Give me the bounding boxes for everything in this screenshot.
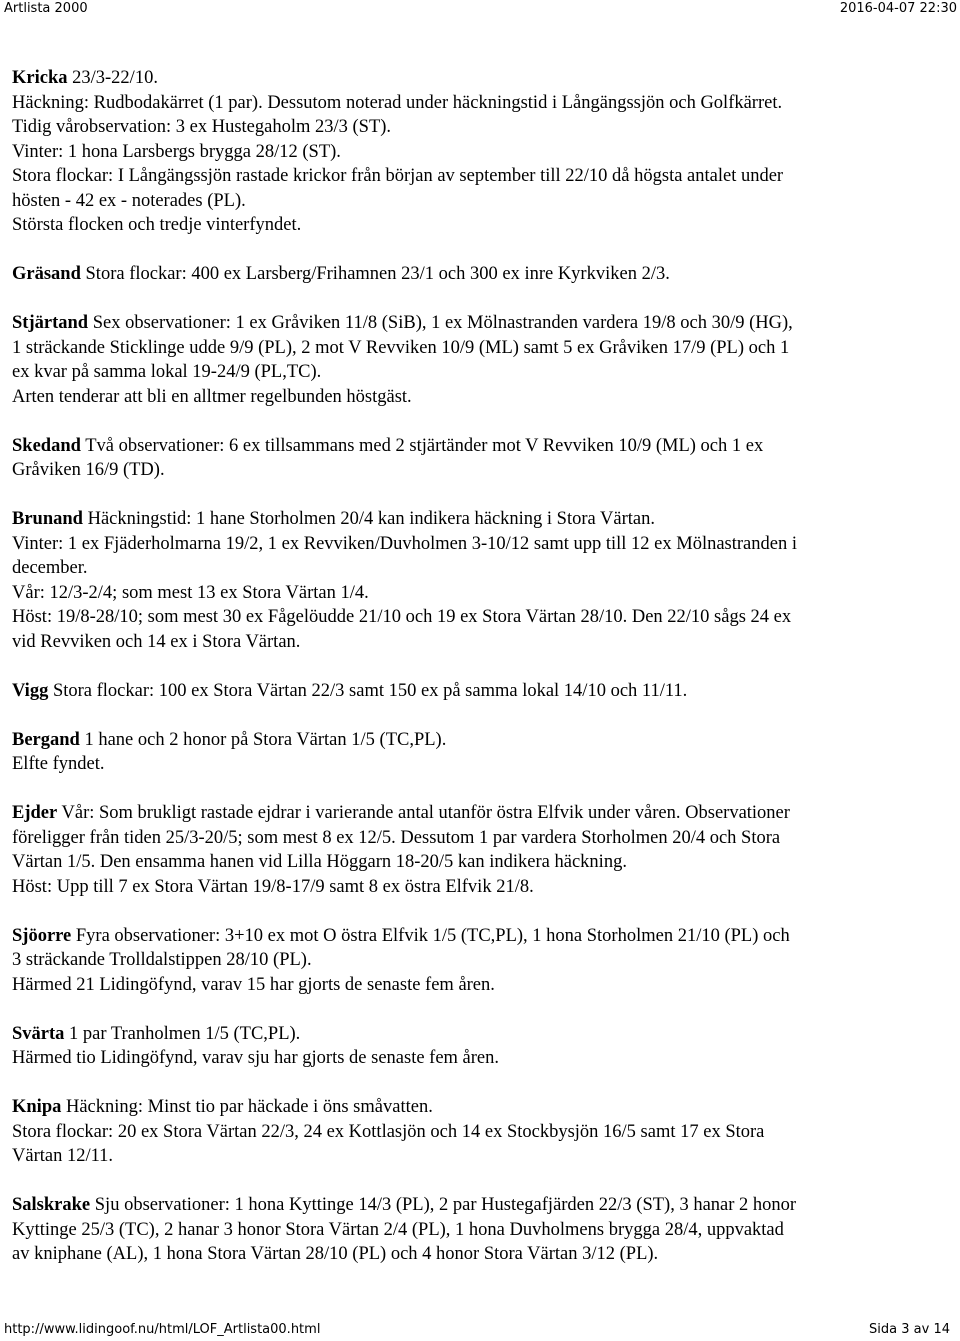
entry-line [12,924,952,949]
entry-text: Värtan 1/5. Den ensamma hanen vid Lilla Höggarn 18-20/5 kan indikera häckning. [12,852,627,872]
entry-line [12,850,952,875]
entry-line [12,581,952,606]
species-entry [12,1095,952,1169]
species-list [12,66,952,1291]
entry-line [12,360,952,385]
entry-text: Härmed 21 Lidingöfynd, varav 15 har gjorts de senaste fem åren. [12,974,495,995]
entry-text: Höst: Upp till 7 ex Stora Värtan 19/8-17/9 samt 8 ex östra Elfvik 21/8. [12,876,534,897]
entry-text: Tidig vårobservation: 3 ex Hustegaholm 23/3 (ST). [12,117,392,137]
species-name: Svärta [12,1023,65,1044]
entry-line [12,728,952,753]
entry-text: Elfte fyndet. [12,754,105,774]
species-entry [12,728,952,777]
entry-text: föreligger från tiden 25/3-20/5; som mest 8 ex 12/5. Dessutom 1 par vardera Storholmen 20/4 och Stora [12,827,781,848]
species-name: Gräsand [12,264,81,284]
document-title: Artlista 2000 [4,1,88,16]
species-entry [12,679,952,704]
entry-line [12,801,952,826]
species-name: Vigg [12,680,49,701]
entry-line [12,679,952,704]
species-name: Stjärtand [12,313,89,333]
entry-line [12,1218,952,1243]
entry-line [12,1022,952,1047]
page-number: Sida 3 av 14 [869,1322,950,1337]
entry-text: Fyra observationer: 3+10 ex mot O östra Elfvik 1/5 (TC,PL), 1 hona Storholmen 21/10 (PL) och [71,925,790,946]
entry-line [12,1193,952,1218]
entry-text: Kyttinge 25/3 (TC), 2 hanar 3 honor Stora Värtan 2/4 (PL), 1 hona Duvholmens brygga 28/4, uppvaktad [12,1219,784,1240]
entry-text: Stora flockar: 400 ex Larsberg/Frihamnen 23/1 och 300 ex inre Kyrkviken 2/3. [80,264,670,284]
entry-text: Stora flockar: 20 ex Stora Värtan 22/3, 24 ex Kottlasjön och 14 ex Stockbysjön 16/5 samt 17 ex Stora [12,1121,765,1142]
species-entry [12,262,952,287]
entry-line [12,1120,952,1145]
species-entry [12,1193,952,1267]
entry-line [12,973,952,998]
entry-text: 3 sträckande Trolldalstippen 28/10 (PL). [12,950,312,970]
entry-text: Höst: 19/8-28/10; som mest 30 ex Fågelöudde 21/10 och 19 ex Stora Värtan 28/10. Den 22/10 sågs 24 ex [12,607,792,627]
entry-line [12,948,952,973]
entry-line [12,91,952,116]
entry-text: hösten - 42 ex - noterades (PL). [12,190,246,211]
entry-line [12,385,952,410]
entry-line [12,826,952,851]
entry-line [12,1242,952,1267]
entry-text: Arten tenderar att bli en alltmer regelbunden höstgäst. [12,386,412,407]
entry-text: Gråviken 16/9 (TD). [12,460,165,480]
species-entry [12,924,952,998]
entry-text: Sju observationer: 1 hona Kyttinge 14/3 (PL), 2 par Hustegafjärden 22/3 (ST), 3 hanar 2 honor [90,1195,797,1215]
entry-line [12,115,952,140]
entry-line [12,875,952,900]
entry-line [12,507,952,532]
entry-line [12,752,952,777]
entry-line [12,556,952,581]
entry-line [12,262,952,287]
entry-line [12,605,952,630]
print-footer [0,1322,960,1341]
entry-line [12,213,952,238]
entry-text: ex kvar på samma lokal 19-24/9 (PL,TC). [12,362,322,382]
species-entry [12,311,952,409]
entry-line [12,458,952,483]
entry-line [12,189,952,214]
entry-text: 1 par Tranholmen 1/5 (TC,PL). [64,1023,301,1044]
entry-text: 1 hane och 2 honor på Stora Värtan 1/5 (TC,PL). [79,729,447,750]
species-name: Bergand [12,729,80,750]
entry-line [12,1095,952,1120]
print-header [0,0,960,20]
entry-text: Värtan 12/11. [12,1146,114,1166]
entry-text: Sex observationer: 1 ex Gråviken 11/8 (SiB), 1 ex Mölnastranden vardera 19/8 och 30/9 (HG), [88,313,793,333]
entry-line [12,140,952,165]
entry-text: Vår: Som brukligt rastade ejdrar i varierande antal utanför östra Elfvik under våren. Observationer [57,803,790,823]
species-name: Knipa [12,1097,62,1117]
species-name: Brunand [12,509,83,529]
entry-text: Två observationer: 6 ex tillsammans med 2 stjärtänder mot V Revviken 10/9 (ML) och 1 ex [80,435,764,456]
entry-text: december. [12,558,88,578]
entry-text: Härmed tio Lidingöfynd, varav sju har gjorts de senaste fem åren. [12,1048,500,1068]
species-entry [12,434,952,483]
species-name: Salskrake [12,1195,91,1215]
species-name: Sjöorre [12,925,72,946]
entry-text: Vinter: 1 hona Larsbergs brygga 28/12 (ST). [12,141,341,162]
entry-text: vid Revviken och 14 ex i Stora Värtan. [12,631,301,652]
entry-line [12,336,952,361]
entry-line [12,66,952,91]
entry-line [12,1144,952,1169]
entry-text: Stora flockar: I Långängssjön rastade krickor från början av september till 22/10 då högsta antalet under [12,166,784,186]
entry-text: av kniphane (AL), 1 hona Stora Värtan 28/10 (PL) och 4 honor Stora Värtan 3/12 (PL). [12,1244,659,1264]
entry-line [12,630,952,655]
entry-line [12,311,952,336]
species-name: Ejder [12,803,58,823]
species-entry [12,66,952,238]
species-entry [12,801,952,899]
species-name: Skedand [12,435,81,456]
entry-text: Vinter: 1 ex Fjäderholmarna 19/2, 1 ex Revviken/Duvholmen 3-10/12 samt upp till 12 ex Mölnastranden i [12,533,797,554]
entry-line [12,164,952,189]
species-entry [12,1022,952,1071]
entry-text: Vår: 12/3-2/4; som mest 13 ex Stora Värtan 1/4. [12,582,369,603]
entry-line [12,532,952,557]
print-timestamp: 2016-04-07 22:30 [839,1,957,16]
entry-line [12,434,952,459]
species-name: Kricka [12,68,68,88]
species-entry [12,507,952,654]
entry-line [12,1046,952,1071]
entry-text: Häckningstid: 1 hane Storholmen 20/4 kan indikera häckning i Stora Värtan. [82,509,655,529]
entry-text: 23/3-22/10. [67,68,158,88]
entry-text: 1 sträckande Sticklinge udde 9/9 (PL), 2 mot V Revviken 10/9 (ML) samt 5 ex Gråviken 17/9 (PL) och 1 [12,337,790,358]
entry-text: Största flocken och tredje vinterfyndet. [12,215,302,235]
entry-text: Stora flockar: 100 ex Stora Värtan 22/3 samt 150 ex på samma lokal 14/10 och 11/11. [48,680,688,701]
entry-text: Häckning: Minst tio par häckade i öns småvatten. [61,1097,433,1117]
entry-text: Häckning: Rudbodakärret (1 par). Dessutom noterad under häckningstid i Långängssjön och Golfkärret. [12,92,783,113]
page-url: http://www.lidingoof.nu/html/LOF_Artlista00.html [4,1322,321,1337]
